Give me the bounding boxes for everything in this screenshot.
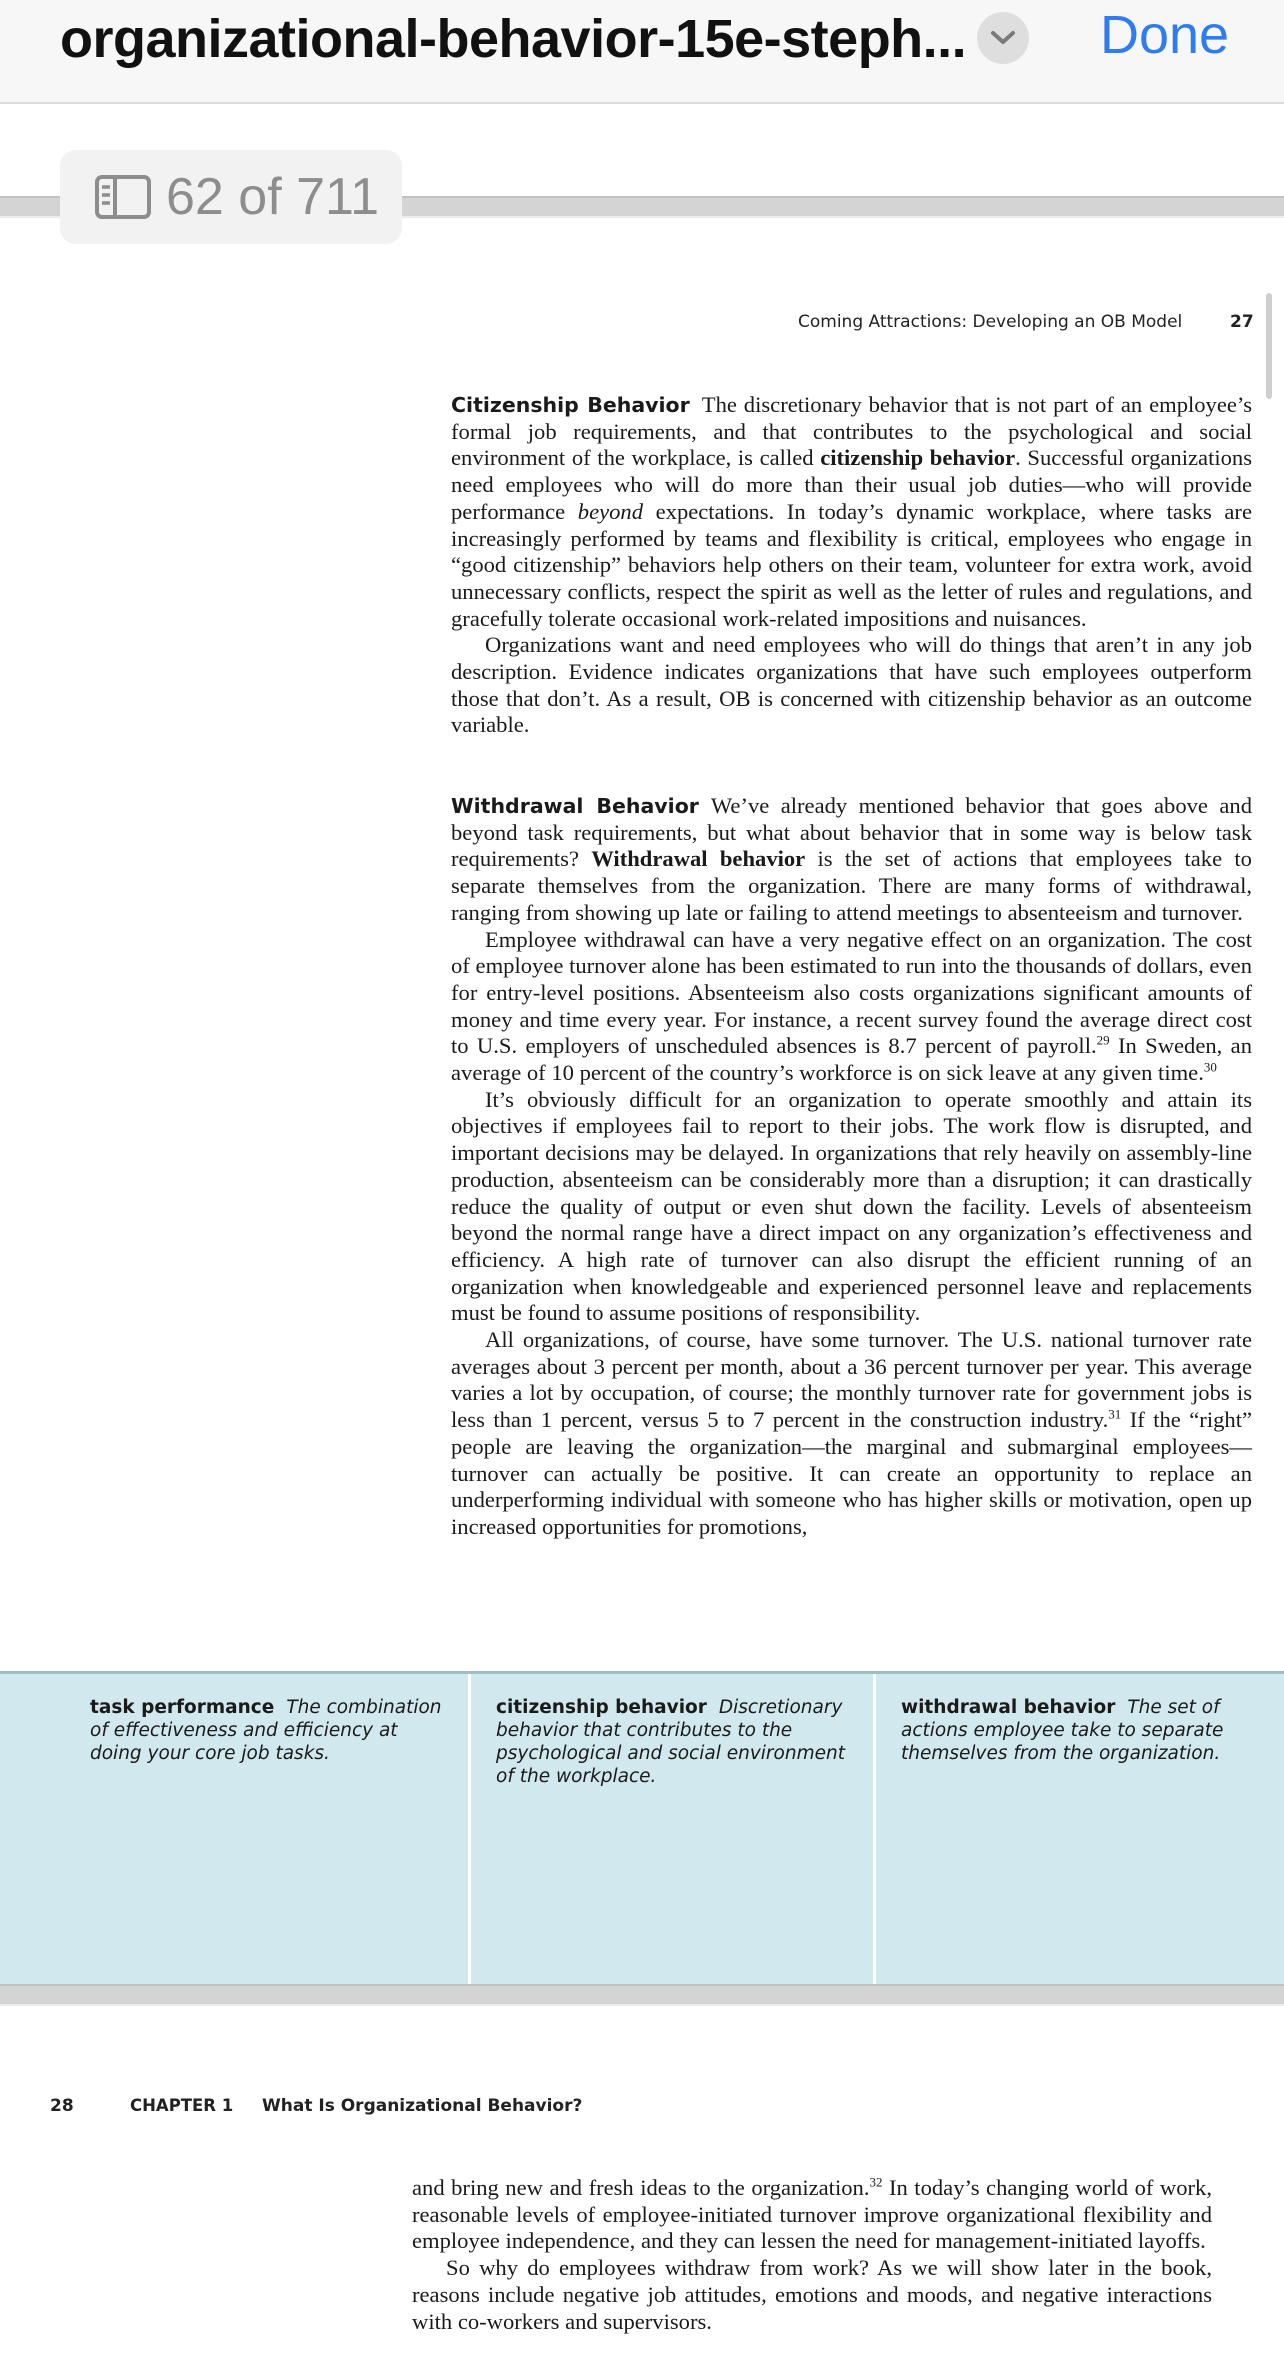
glossary-term: withdrawal behavior [901, 1697, 1116, 1718]
done-button[interactable]: Done [1100, 5, 1230, 65]
scrollbar-thumb[interactable] [1266, 293, 1272, 399]
chapter-title: What Is Organizational Behavior? [262, 2096, 583, 2116]
text-run: and bring new and fresh ideas to the organization. [412, 2175, 870, 2200]
text-run: Employee withdrawal can have a very negative effect on an organization. The cost of employee turnover alone has been estimated to run into the thousands of dollars, even for entry-level positions. Absenteeism also costs organizations significant amounts of money and time every year. For instance, a recent survey found the average direct cost to U.S. employers of unscheduled absences is 8.7 percent of payroll. [451, 926, 1252, 1059]
title-menu-button[interactable] [977, 12, 1029, 64]
text-run: We’ve already mentioned behavior that goes above and beyond task requirements, but what about behavior that in some way is below task requirements? [451, 793, 1252, 872]
section-heading: Withdrawal Behavior [451, 794, 699, 818]
text-run: The discretionary behavior that is not part of an employee’s formal job requirements, and that contributes to the psychological and social environment of the workplace, is called [451, 392, 1252, 471]
text-run: is the set of actions that employees take to separate themselves from the organization. There are many forms of withdrawal, ranging from showing up late or failing to attend meetings to absenteeism and turnover. [451, 846, 1252, 925]
glossary-divider [873, 1674, 876, 1987]
paragraph [451, 927, 1252, 1087]
footnote-ref[interactable]: 29 [1096, 1032, 1110, 1048]
text-run: expectations. In today’s dynamic workplace, where tasks are increasingly performed by teams and flexibility is critical, employees who engage in “good citizenship” behaviors help others on their team, volunteer for extra work, avoid unnecessary conflicts, respect the spirit as well as the letter of rules and regulations, and gracefully tolerate occasional work-related impositions and nuisances. [451, 498, 1252, 631]
text-run: . Successful organizations need employees who will do more than their usual job duties—who will provide performance [451, 445, 1253, 524]
glossary-divider [468, 1674, 471, 1987]
paragraph: Organizations want and need employees who will do things that aren’t in any job description. Evidence indicates organizations that have such employees outperform those that don’t. As a result, OB is concerned with citizenship behavior as an outcome variable. [451, 632, 1252, 738]
glossary-panel [0, 1671, 1284, 1987]
paragraph [412, 2175, 1212, 2255]
glossary-definition: The set of actions employee take to separate themselves from the organization. [901, 1697, 1224, 1764]
text-run: If the “right” people are leaving the organization—the marginal and submarginal employees—turnover can actually be positive. It can create an opportunity to replace an underperforming individual with someone who has higher skills or motivation, open up increased opportunities for promotions, [451, 1407, 1252, 1539]
glossary-definition: Discretionary behavior that contributes to the psychological and social environment of the workplace. [496, 1697, 845, 1787]
chapter-label: CHAPTER 1 [130, 2096, 234, 2115]
glossary-definition: The combination of effectiveness and efficiency at doing your core job tasks. [90, 1697, 442, 1764]
key-term: Withdrawal behavior [591, 846, 806, 872]
page-number: 28 [50, 2096, 74, 2116]
withdrawal-section [451, 793, 1252, 1541]
sidebar-icon [94, 174, 152, 220]
text-run: In Sweden, an average of 10 percent of the country’s workforce is on sick leave at any given time. [451, 1033, 1252, 1086]
text-run: All organizations, of course, have some turnover. The U.S. national turnover rate averages about 3 percent per month, about a 36 percent turnover per year. This average varies a lot by occupation, of course; the monthly turnover rate for government jobs is less than 1 percent, versus 5 to 7 percent in the construction industry. [451, 1327, 1252, 1433]
top-toolbar [0, 0, 1284, 104]
key-term: citizenship behavior [820, 445, 1016, 471]
section-heading: Citizenship Behavior [451, 393, 690, 417]
glossary-term: citizenship behavior [496, 1697, 707, 1718]
footnote-ref[interactable]: 32 [869, 2174, 883, 2190]
text-run: In today’s changing world of work, reasonable levels of employee-initiated turnover improve organizational flexibility and employee independence, and they can lessen the need for management-initiated layoffs. [412, 2175, 1212, 2254]
glossary-entry-withdrawal-behavior [901, 1696, 1231, 1765]
footnote-ref[interactable]: 30 [1203, 1059, 1217, 1075]
emphasis: beyond [577, 498, 644, 524]
chevron-down-icon [990, 30, 1016, 46]
paragraph [451, 1327, 1252, 1541]
glossary-entry-citizenship-behavior [496, 1696, 856, 1788]
page-number: 27 [1230, 312, 1254, 332]
page2-body [412, 2175, 1212, 2335]
running-head: Coming Attractions: Developing an OB Model [798, 312, 1183, 332]
footnote-ref[interactable]: 31 [1108, 1406, 1122, 1422]
document-title[interactable]: organizational-behavior-15e-steph... [60, 9, 967, 69]
glossary-term: task performance [90, 1697, 275, 1718]
page-separator [0, 1984, 1284, 2006]
paragraph [451, 793, 1252, 927]
paragraph: So why do employees withdraw from work? As we will show later in the book, reasons include negative job attitudes, emotions and moods, and negative interactions with co-workers and supervisors. [412, 2255, 1212, 2334]
paragraph [451, 392, 1252, 632]
citizenship-section [451, 392, 1252, 739]
page-indicator[interactable] [60, 150, 402, 244]
paragraph: It’s obviously difficult for an organization to operate smoothly and attain its objectives if employees fail to report to their jobs. The work flow is disrupted, and important decisions may be delayed. In organizations that rely heavily on assembly-line production, absenteeism can be considerably more than a disruption; it can drastically reduce the quality of output or even shut down the facility. Levels of absenteeism beyond the normal range have a direct impact on any organization’s effectiveness and efficiency. A high rate of turnover can also disrupt the efficient running of an organization when knowledgeable and experienced personnel leave and replacements must be found to assume positions of responsibility. [451, 1086, 1252, 1326]
glossary-entry-task-performance [90, 1696, 450, 1765]
page-indicator-label: 62 of 711 [166, 168, 380, 226]
